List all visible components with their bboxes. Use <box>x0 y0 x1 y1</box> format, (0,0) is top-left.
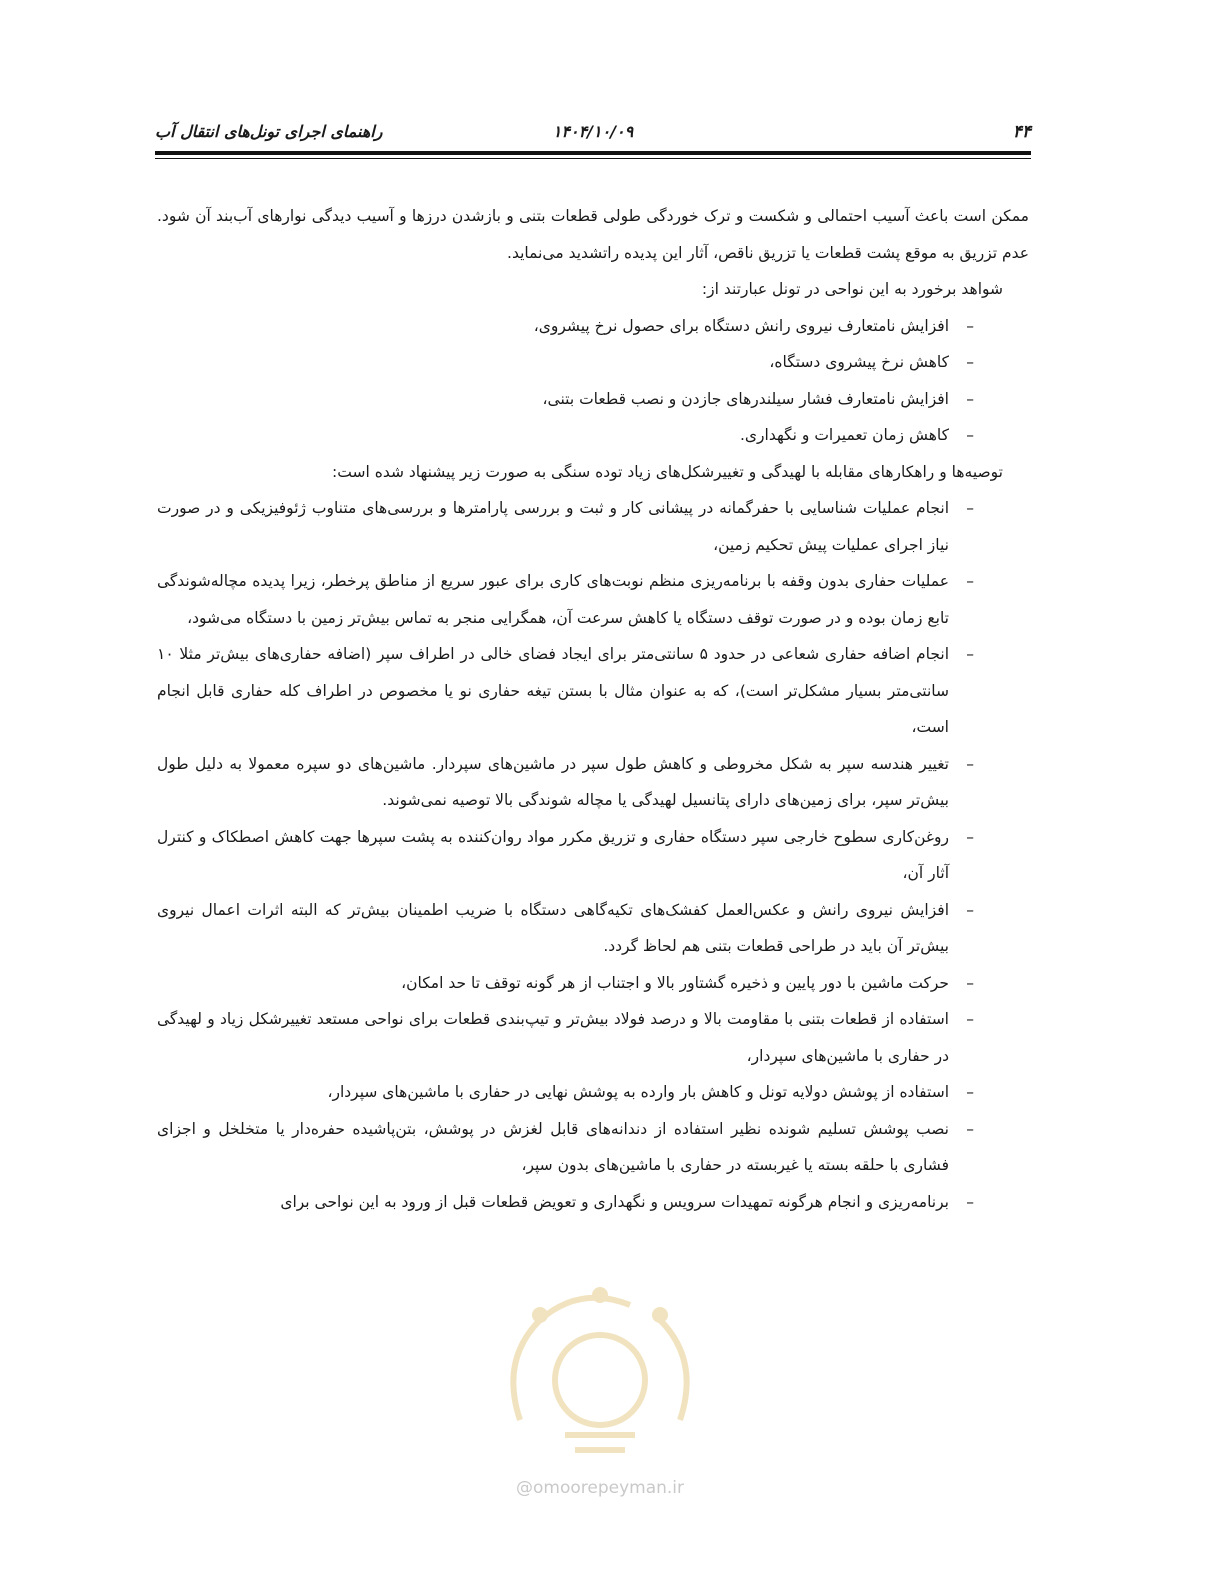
recommend-list <box>157 490 1029 1220</box>
intro-paragraph: ممکن است باعث آسیب احتمالی و شکست و ترک خوردگی طولی قطعات بتنی و بازشدن درزها و آسیب دیدگی نوارهای آب‌بند آن شود. عدم تزریق به موقع پشت قطعات یا تزریق ناقص، آثار این پدیده راتشدید می‌نماید. <box>157 207 1029 262</box>
list-item: – استفاده از پوشش دولایه تونل و کاهش بار وارده به پوشش نهایی در حفاری با ماشین‌های سپردار، <box>157 1074 1029 1111</box>
list-item: – نصب پوشش تسلیم شونده نظیر استفاده از دندانه‌های قابل لغزش در پوشش، بتن‌پاشیده حفره‌دار یا متخلخل و اجزای فشاری با حلقه بسته یا غیربسته در حفاری با ماشین‌های بدون سپر، <box>157 1111 1029 1184</box>
list-item: – حرکت ماشین با دور پایین و ذخیره گشتاور بالا و اجتناب از هر گونه توقف تا حد امکان، <box>157 965 1029 1002</box>
recommend-intro: توصیه‌ها و راهکارهای مقابله با لهیدگی و تغییرشکل‌های زیاد توده سنگی به صورت زیر پیشنهاد شده است: <box>332 462 1003 481</box>
page-header <box>155 118 1031 148</box>
list-item: – عملیات حفاری بدون وقفه با برنامه‌ریزی منظم نوبت‌های کاری برای عبور سریع از مناطق پرخطر، زیرا پدیده مچاله‌شوندگی تابع زمان بوده و در صورت توقف دستگاه یا کاهش سرعت آن، همگرایی منجر به تماس بیش‌تر زمین با دستگاه می‌شود، <box>157 563 1029 636</box>
list-item: – افزایش نامتعارف فشار سیلندرهای جازدن و نصب قطعات بتنی، <box>157 381 1029 418</box>
list-item: – افزایش نیروی رانش و عکس‌العمل کفشک‌های تکیه‌گاهی دستگاه با ضریب اطمینان بیش‌تر که البته اثرات اعمال نیروی بیش‌تر آن باید در طراحی قطعات بتنی هم لحاظ گردد. <box>157 892 1029 965</box>
header-rule-thick <box>155 151 1031 155</box>
list-item: – کاهش زمان تعمیرات و نگهداری. <box>157 417 1029 454</box>
header-rule-thin <box>155 158 1031 159</box>
list-item: – کاهش نرخ پیشروی دستگاه، <box>157 344 1029 381</box>
evidence-list <box>157 308 1029 454</box>
list-item: – روغن‌کاری سطوح خارجی سپر دستگاه حفاری و تزریق مکرر مواد روان‌کننده به پشت سپرها جهت کاهش اصطکاک و کنترل آثار آن، <box>157 819 1029 892</box>
seal-logo-icon <box>480 1270 720 1490</box>
header-title: راهنمای اجرای تونل‌های انتقال آب <box>155 122 383 141</box>
list-item: – افزایش نامتعارف نیروی رانش دستگاه برای حصول نرخ پیشروی، <box>157 308 1029 345</box>
list-item: – استفاده از قطعات بتنی با مقاومت بالا و درصد فولاد بیش‌تر و تیپ‌بندی قطعات برای نواحی مستعد تغییرشکل زیاد و لهیدگی در حفاری با ماشین‌های سپردار، <box>157 1001 1029 1074</box>
list-item: – برنامه‌ریزی و انجام هرگونه تمهیدات سرویس و نگهداری و تعویض قطعات قبل از ورود به این نواحی برای <box>157 1184 1029 1221</box>
evidence-intro: شواهد برخورد به این نواحی در تونل عبارتند از: <box>701 280 1003 298</box>
page-number: ۴۴ <box>1012 122 1031 142</box>
page-body <box>157 198 1029 1220</box>
list-item: – انجام عملیات شناسایی با حفرگمانه در پیشانی کار و ثبت و بررسی پارامترها و بررسی‌های متناوب ژئوفیزیکی و در صورت نیاز اجرای عملیات پیش تحکیم زمین، <box>157 490 1029 563</box>
header-date: ۱۴۰۴/۱۰/۰۹ <box>552 122 634 141</box>
watermark-text: @omoorepeyman.ir <box>515 1478 685 1498</box>
list-item: – تغییر هندسه سپر به شکل مخروطی و کاهش طول سپر در ماشین‌های سپردار. ماشین‌های دو سپره معمولا به دلیل طول بیش‌تر سپر، برای زمین‌های دارای پتانسیل لهیدگی یا مچاله شوندگی بالا توصیه نمی‌شوند. <box>157 746 1029 819</box>
list-item: – انجام اضافه حفاری شعاعی در حدود ۵ سانتی‌متر برای ایجاد فضای خالی در اطراف سپر (اضافه حفاری‌های بیش‌تر مثلا ۱۰ سانتی‌متر بسیار مشکل‌تر است)، که به عنوان مثال با بستن تیغه حفاری نو یا مخصوص در اطراف کله حفاری قابل انجام است، <box>157 636 1029 746</box>
